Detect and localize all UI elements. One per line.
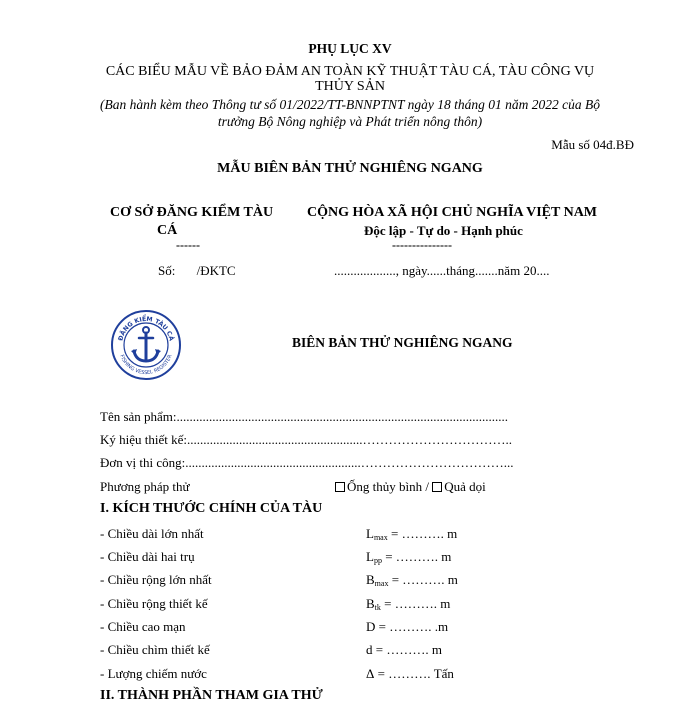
number-suffix: /ĐKTC	[196, 263, 236, 278]
number-label: Số:	[158, 263, 176, 278]
issued-note-line1: (Ban hành kèm theo Thông tư số 01/2022/TT-BNNPTNT ngày 18 tháng 01 năm 2022 của Bộ	[100, 97, 600, 112]
dimension-value[interactable]: d = ………. m	[366, 642, 442, 657]
test-method-label: Phương pháp thử	[100, 479, 190, 494]
dimension-value[interactable]: Δ = ………. Tấn	[366, 666, 454, 681]
design-code-field[interactable]: Ký hiệu thiết kế:......................................................……………………………..	[100, 432, 513, 447]
dimension-value[interactable]: $L_{max}$ = ………. m	[366, 526, 458, 542]
dimension-value[interactable]: $B_{max}$ = ………. m	[366, 572, 458, 588]
dimension-label: - Chiều dài lớn nhất	[100, 526, 204, 541]
water-tube-checkbox[interactable]	[335, 482, 345, 492]
test-method-options	[335, 479, 486, 495]
section-main-dimensions-title: I. KÍCH THƯỚC CHÍNH CỦA TÀU	[100, 501, 323, 516]
dimension-value[interactable]: $L_{pp}$ = ………. m	[366, 549, 452, 565]
dimension-label: - Chiều dài hai trụ	[100, 549, 195, 564]
dimension-value[interactable]: D = ………. .m	[366, 619, 449, 634]
national-motto: Độc lập - Tự do - Hạnh phúc	[364, 223, 523, 238]
agency-divider: ------	[176, 238, 200, 252]
dimension-label: - Lượng chiếm nước	[100, 666, 207, 681]
document-number	[158, 263, 236, 279]
product-name-field[interactable]: Tên sản phẩm:......................................................................................................	[100, 409, 509, 424]
forms-title-line2: THỦY SẢN	[315, 79, 385, 94]
water-tube-label: Ống thủy bình /	[347, 479, 429, 494]
anchor-seal-icon	[110, 309, 182, 381]
date-line: ..................., ngày......tháng.......năm 20....	[334, 263, 550, 278]
form-code: Mẫu số 04đ.BĐ	[551, 137, 634, 152]
republic-name: CỘNG HÒA XÃ HỘI CHỦ NGHĨA VIỆT NAM	[307, 205, 598, 220]
record-title: BIÊN BẢN THỬ NGHIÊNG NGANG	[292, 335, 513, 350]
plumb-bob-checkbox[interactable]	[432, 482, 442, 492]
svg-text:ĐĂNG KIỂM TÀU CÁ: ĐĂNG KIỂM TÀU CÁ	[117, 315, 175, 342]
section-participants-title: II. THÀNH PHẦN THAM GIA THỬ	[100, 688, 323, 703]
agency-name-line1: CƠ SỞ ĐĂNG KIỂM TÀU	[110, 205, 274, 220]
agency-name-line2: CÁ	[157, 223, 178, 238]
plumb-bob-label: Quả dọi	[444, 479, 486, 494]
dimension-label: - Chiều rộng thiết kế	[100, 596, 208, 611]
appendix-title: PHỤ LỤC XV	[308, 41, 392, 56]
form-title: MẪU BIÊN BẢN THỬ NGHIÊNG NGANG	[217, 161, 483, 176]
builder-field[interactable]: Đơn vị thi công:......................................................……………………………...	[100, 455, 514, 470]
issued-note-line2: trưởng Bộ Nông nghiệp và Phát triển nông thôn)	[217, 114, 483, 129]
svg-text:FISHING VESSEL REGISTER: FISHING VESSEL REGISTER	[118, 353, 174, 377]
motto-divider: ---------------	[392, 238, 452, 252]
dimension-label: - Chiều chìm thiết kế	[100, 642, 210, 657]
dimension-value[interactable]: $B_{tk}$ = ………. m	[366, 596, 451, 612]
forms-title-line1: CÁC BIỂU MẪU VỀ BẢO ĐẢM AN TOÀN KỸ THUẬT TÀU CÁ, TÀU CÔNG VỤ	[105, 64, 595, 79]
dimension-label: - Chiều cao mạn	[100, 619, 186, 634]
dimension-label: - Chiều rộng lớn nhất	[100, 572, 212, 587]
